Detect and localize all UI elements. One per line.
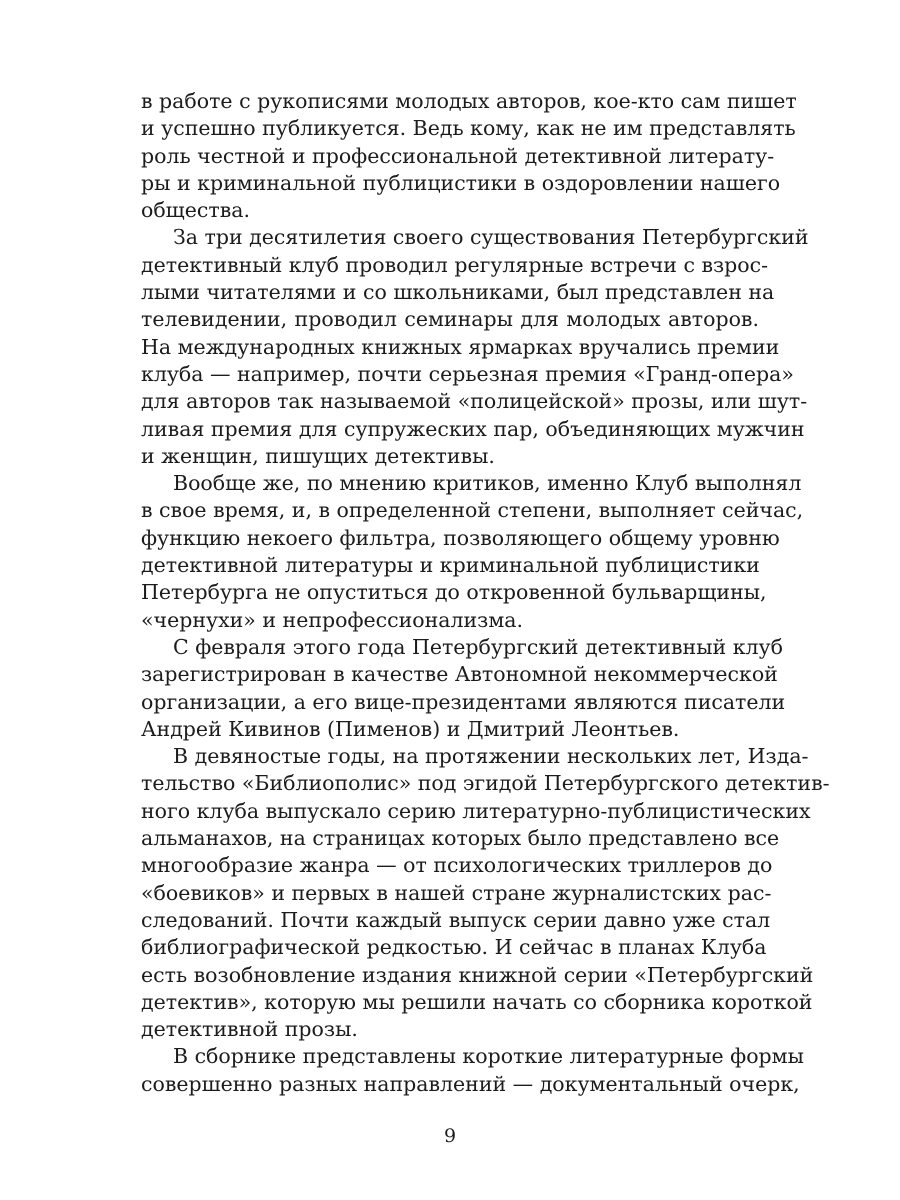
- text-line: для авторов так называемой «полицейской» прозы, или шут-: [141, 389, 808, 414]
- text-line: «боевиков» и первых в нашей стране журналистских рас-: [141, 880, 772, 905]
- text-line: ры и криминальной публицистики в оздоровлении нашего: [141, 170, 781, 195]
- text-line: в свое время, и, в определенной степени, выполняет сейчас,: [141, 498, 804, 523]
- text-line: есть возобновление издания книжной серии «Петербургский: [141, 962, 814, 987]
- text-line: роль честной и профессиональной детективной литерату-: [141, 143, 775, 168]
- text-line: и женщин, пишущих детективы.: [141, 443, 495, 468]
- text-line: телевидении, проводил семинары для молодых авторов.: [141, 307, 759, 332]
- text-line: За три десятилетия своего существования Петербургский: [173, 225, 809, 250]
- text-line: В сборнике представлены короткие литературные формы: [173, 1044, 804, 1069]
- text-line: Андрей Кивинов (Пименов) и Дмитрий Леонтьев.: [141, 716, 680, 741]
- text-line: совершенно разных направлений — документальный очерк,: [141, 1071, 800, 1096]
- text-line: клуба — например, почти серьезная премия «Гранд-опера»: [141, 361, 794, 386]
- paragraph: [141, 1043, 804, 1098]
- text-line: Петербурга не опуститься до откровенной бульварщины,: [141, 580, 767, 605]
- text-line: Вообще же, по мнению критиков, именно Клуб выполнял: [173, 471, 802, 496]
- text-line: тельство «Библиополис» под эгидой Петербургского детектив-: [141, 771, 830, 796]
- text-line: в работе с рукописями молодых авторов, кое-кто сам пишет: [141, 89, 797, 113]
- text-line: ливая премия для супружеских пар, объединяющих мужчин: [141, 416, 805, 441]
- body-text: [141, 88, 830, 1098]
- text-line: общества.: [141, 198, 250, 223]
- paragraph: [141, 88, 797, 224]
- text-line: детективной литературы и криминальной публицистики: [141, 553, 760, 578]
- text-line: многообразие жанра — от психологических триллеров до: [141, 853, 773, 878]
- text-line: лыми читателями и со школьниками, был представлен на: [141, 280, 775, 305]
- page-number: 9: [443, 1125, 457, 1147]
- text-line: В девяностые годы, на протяжении нескольких лет, Изда-: [173, 744, 809, 769]
- text-line: следований. Почти каждый выпуск серии давно уже стал: [141, 907, 771, 932]
- text-line: функцию некоего фильтра, позволяющего общему уровню: [141, 525, 780, 550]
- text-line: детективной прозы.: [141, 1017, 358, 1042]
- text-line: и успешно публикуется. Ведь кому, как не им представлять: [141, 116, 796, 141]
- text-line: «чернухи» и непрофессионализма.: [141, 607, 524, 632]
- text-line: детектив», которую мы решили начать со сборника короткой: [141, 989, 813, 1014]
- paragraph: [141, 743, 830, 1043]
- text-line: организации, а его вице-президентами являются писатели: [141, 689, 786, 714]
- text-line: библиографической редкостью. И сейчас в планах Клуба: [141, 935, 767, 960]
- text-line: На международных книжных ярмарках вручались премии: [141, 334, 780, 359]
- paragraph: [141, 470, 804, 634]
- text-line: альманахов, на страницах которых было представлено все: [141, 826, 780, 851]
- text-line: ного клуба выпускало серию литературно-публицистических: [141, 798, 811, 823]
- paragraph: [141, 224, 809, 470]
- paragraph: [141, 634, 786, 743]
- text-line: зарегистрирован в качестве Автономной некоммерческой: [141, 662, 778, 687]
- text-line: детективный клуб проводил регулярные встречи с взрос-: [141, 252, 769, 277]
- text-line: С февраля этого года Петербургский детективный клуб: [173, 634, 783, 659]
